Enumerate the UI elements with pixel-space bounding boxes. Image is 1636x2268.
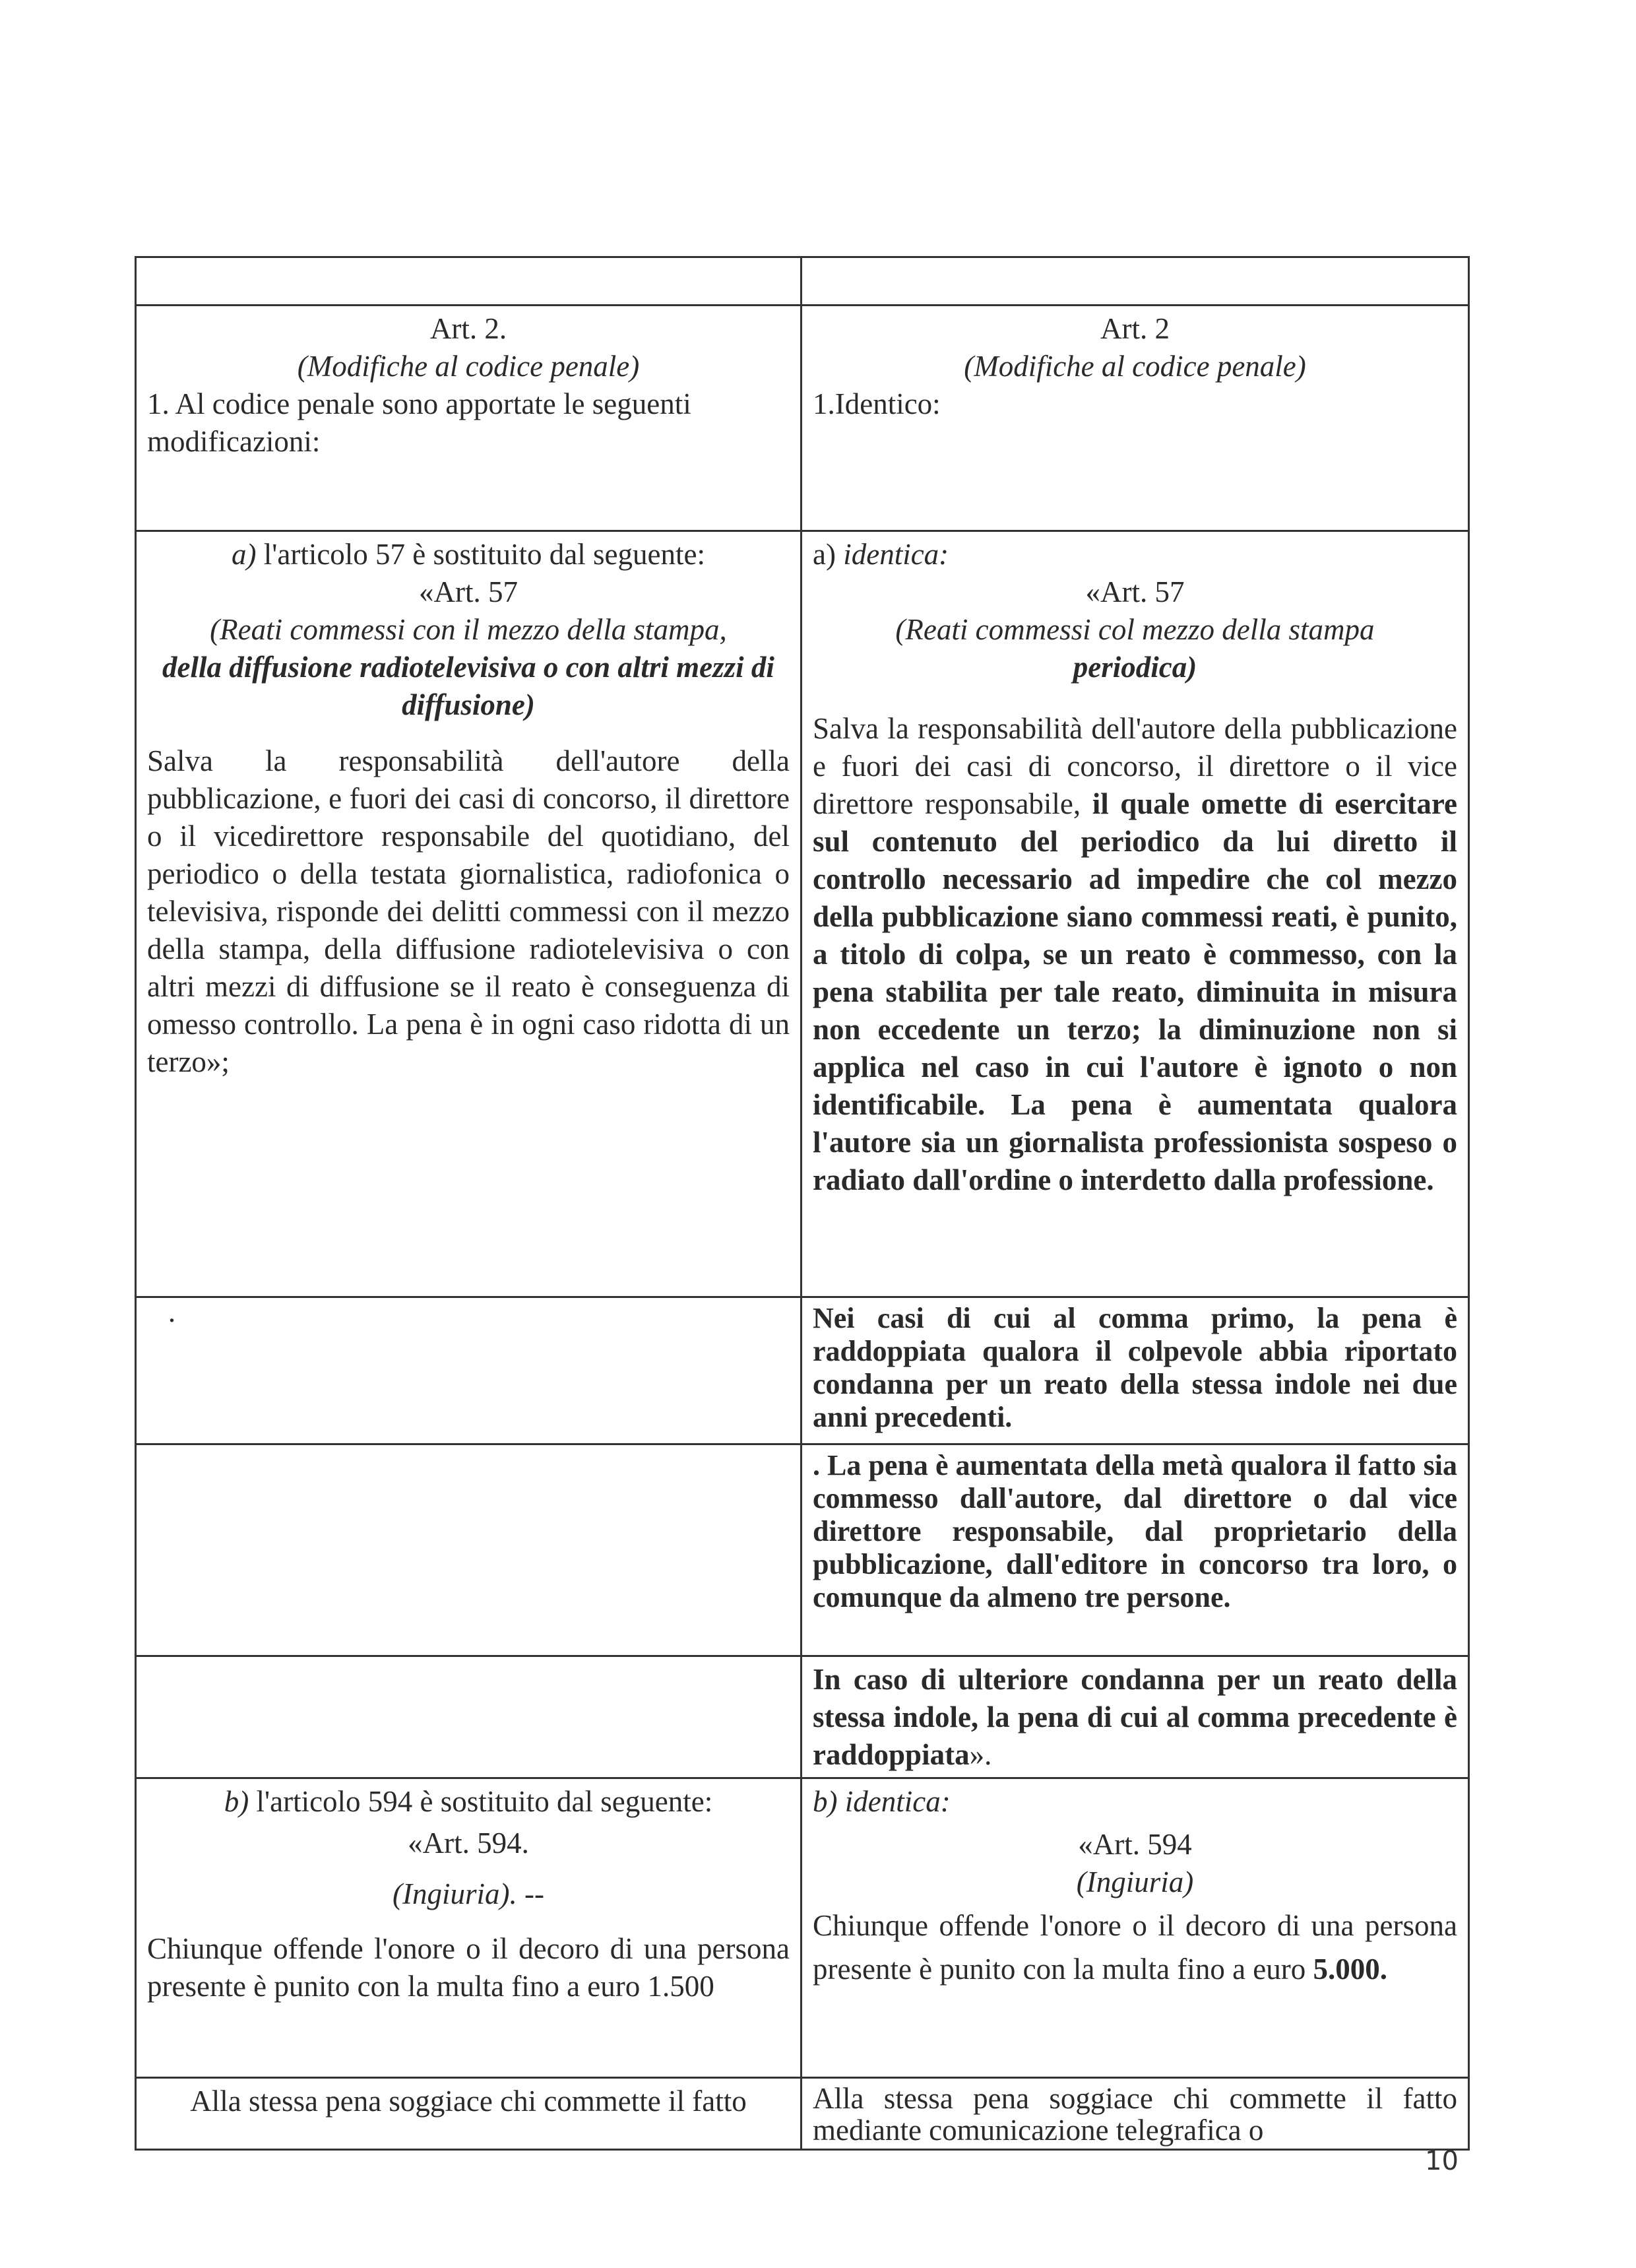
item-intro: identica:: [843, 538, 949, 571]
table-row: [135, 2079, 1470, 2151]
table-cell: [800, 2079, 1470, 2149]
article-heading: «Art. 594.: [408, 1827, 529, 1860]
table-cell: [800, 306, 1470, 530]
table-cell: [800, 1657, 1470, 1777]
article-body: Salva la responsabilità dell'autore della pubblicazione e fuori dei casi di concorso, il direttore o il vice direttore responsabile,: [813, 712, 1457, 820]
article-body: Chiunque offende l'onore o il decoro di una persona presente è punito con la multa fino a euro 1.500: [147, 1932, 790, 2003]
article-body: 1.Identico:: [813, 387, 941, 420]
table-row-empty-header: [135, 258, 1470, 306]
table-row-art594: [135, 1779, 1470, 2079]
table-cell: [135, 1657, 800, 1777]
article-subtitle: (Modifiche al codice penale): [297, 350, 640, 383]
item-letter: b): [224, 1785, 249, 1818]
article-body: Salva la responsabilità dell'autore della pubblicazione, e fuori dei casi di concorso, il direttore o il vicedirettore responsabile del quotidiano, del periodico o della testata giornalistica, radiofonica o televisiva, risponde dei delitti commessi con il mezzo della stampa, della diffusione radiotelevisiva o con altri mezzi di diffusione se il reato è conseguenza di omesso controllo. La pena è in ogni caso ridotta di un terzo»;: [147, 744, 790, 1078]
article-heading: Art. 2: [1100, 312, 1170, 345]
table-cell: [800, 532, 1470, 1296]
comparison-table: [135, 256, 1470, 2151]
table-row: [135, 1657, 1470, 1779]
article-body: 1. Al codice penale sono apportate le seguenti modificazioni:: [147, 387, 691, 458]
table-cell: [135, 1779, 800, 2077]
article-title: (Ingiuria): [1076, 1865, 1194, 1898]
item-intro: l'articolo 594 è sostituito dal seguente:: [249, 1785, 713, 1818]
fine-amount: 5.000.: [1313, 1953, 1387, 1986]
page-number: 10: [1425, 2146, 1459, 2176]
article-body-bold: il quale omette di esercitare sul contenuto del periodico da lui diretto il controllo necessario ad impedire che col mezzo della pubblicazione siano commessi reati, è punito, a titolo di colpa, se un reato è commesso, con la pena stabilita per tale reato, diminuita in misura non eccedente un terzo; la diminuzione non si applica nel caso in cui l'autore è ignoto o non identificabile. La pena è aumentata qualora l'autore sia un giornalista professionista sospeso o radiato dall'ordine o interdetto dalla professione.: [813, 787, 1458, 1196]
article-title: (Reati commessi con il mezzo della stampa,: [210, 613, 727, 646]
table-cell: [135, 1445, 800, 1655]
table-row-art57: [135, 532, 1470, 1298]
article-body: Alla stessa pena soggiace chi commette il fatto: [190, 2085, 747, 2118]
article-title: (Reati commessi col mezzo della stampa: [895, 613, 1375, 646]
article-body: Chiunque offende l'onore o il decoro di una persona presente è punito con la multa fino a euro: [813, 1909, 1457, 1986]
paragraph-bold: . La pena è aumentata della metà qualora il fatto sia commesso dall'autore, dal direttore o dal vice direttore responsabile, dal proprietario della pubblicazione, dall'editore in concorso tra loro, o comunque da almeno tre persone.: [813, 1449, 1457, 1613]
table-cell: [800, 258, 1470, 304]
closing-quote: ».: [969, 1738, 992, 1771]
table-cell: [135, 258, 800, 304]
article-heading: «Art. 57: [1085, 575, 1185, 608]
table-cell: [135, 306, 800, 530]
table-cell: [800, 1445, 1470, 1655]
article-title-bold: della diffusione radiotelevisiva o con altri mezzi di diffusione): [162, 651, 774, 721]
article-heading: «Art. 57: [419, 575, 518, 608]
item-letter: a): [813, 538, 844, 571]
table-cell: [135, 532, 800, 1296]
paragraph-bold: In caso di ulteriore condanna per un reato della stessa indole, la pena di cui al comma precedente è raddoppiata: [813, 1663, 1457, 1771]
item-intro: l'articolo 57 è sostituito dal seguente:: [256, 538, 705, 571]
table-cell: [800, 1779, 1470, 2077]
table-row-article-header: [135, 306, 1470, 532]
article-heading: Art. 2.: [429, 312, 507, 345]
article-subtitle: (Modifiche al codice penale): [964, 350, 1306, 383]
paragraph-bold: Nei casi di cui al comma primo, la pena è raddoppiata qualora il colpevole abbia riportato condanna per un reato della stessa indole nei due anni precedenti.: [813, 1302, 1457, 1433]
article-title-bold: periodica): [1073, 651, 1197, 684]
article-body: Alla stessa pena soggiace chi commette il fatto mediante comunicazione telegrafica o: [813, 2082, 1457, 2147]
table-row: [135, 1445, 1470, 1657]
item-letter: a): [232, 538, 257, 571]
table-row: [135, 1298, 1470, 1445]
article-title: (Ingiuria). --: [393, 1877, 544, 1910]
table-cell: [135, 2079, 800, 2149]
table-cell: [800, 1298, 1470, 1443]
item-intro: b) identica:: [813, 1785, 951, 1818]
stray-mark: ·: [167, 1304, 177, 1337]
table-cell: [135, 1298, 800, 1443]
article-heading: «Art. 594: [1078, 1828, 1192, 1861]
